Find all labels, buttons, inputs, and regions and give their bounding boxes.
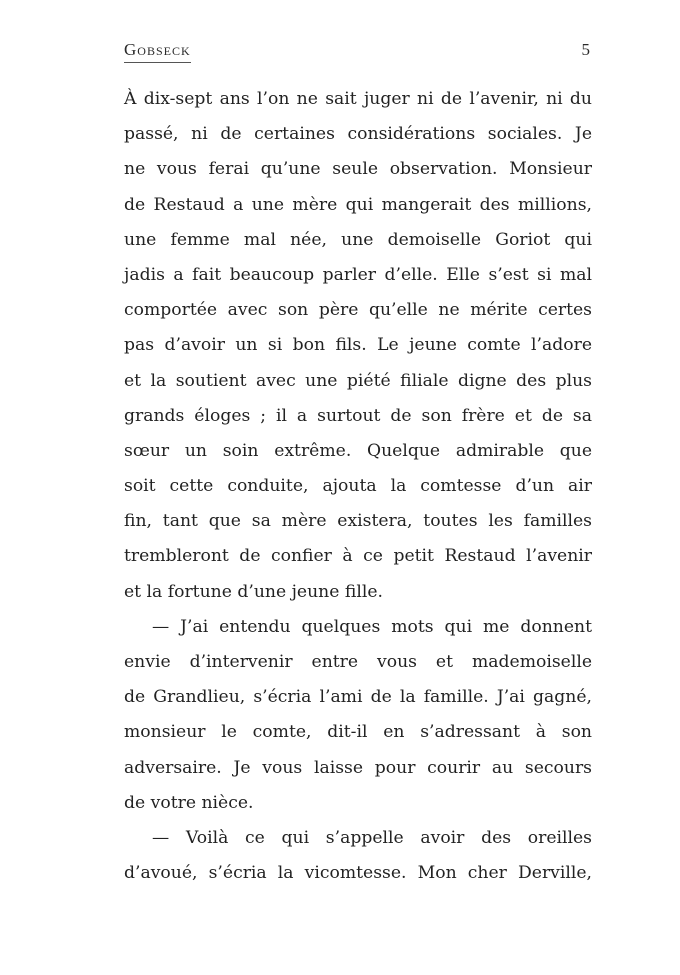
text-line: de votre nièce. [124,792,254,813]
text-line: jadis a fait beaucoup parler d’elle. Elle s’est si mal [124,264,592,285]
text-line: trembleront de confier à ce petit Restaud l’avenir [124,546,592,567]
text-line: fin, tant que sa mère existera, toutes les familles [124,511,592,532]
text-line: une femme mal née, une demoiselle Goriot qui [124,229,592,250]
text-line: passé, ni de certaines considérations sociales. Je [124,124,592,145]
text-line: pas d’avoir un si bon fils. Le jeune comte l’adore [124,335,592,356]
text-line: envie d’intervenir entre vous et mademoiselle [124,652,592,672]
text-line: — J’ai entendu quelques mots qui me donnent [152,616,592,637]
text-line: monsieur le comte, dit-il en s’adressant à son [124,722,592,743]
text-line: de Grandlieu, s’écria l’ami de la famille. J’ai gagné, [124,687,592,708]
running-title: Gobseck [124,40,191,63]
text-line: d’avoué, s’écria la vicomtesse. Mon cher Derville, [124,863,592,884]
text-line: adversaire. Je vous laisse pour courir au secours [124,757,592,778]
text-line: grands éloges ; il a surtout de son frère et de sa [124,405,592,426]
page-number: 5 [581,40,590,59]
body-text [124,82,592,891]
text-line: — Voilà ce qui s’appelle avoir des oreilles [152,827,592,848]
text-line: comportée avec son père qu’elle ne mérite certes [124,300,592,321]
text-line: et la soutient avec une piété filiale digne des plus [124,370,592,391]
text-line: sœur un soin extrême. Quelque admirable que [124,440,592,461]
text-line: et la fortune d’une jeune fille. [124,581,383,602]
text-line: ne vous ferai qu’une seule observation. Monsieur [124,159,592,180]
text-line: soit cette conduite, ajouta la comtesse d’un air [124,476,592,497]
text-line: À dix-sept ans l’on ne sait juger ni de l’avenir, ni du [124,89,592,109]
text-line: de Restaud a une mère qui mangerait des millions, [124,194,592,215]
